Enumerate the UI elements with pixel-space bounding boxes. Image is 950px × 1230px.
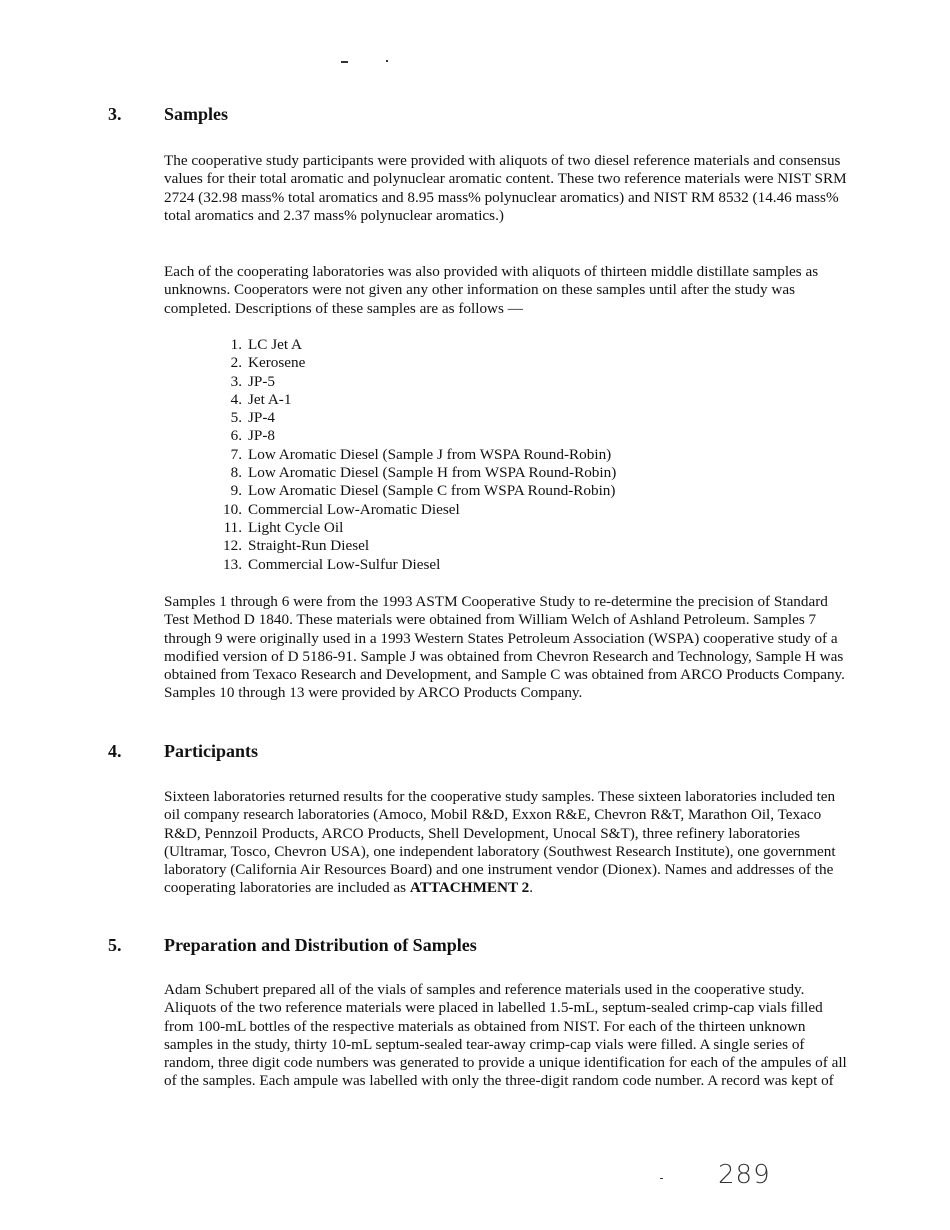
paragraph-preparation: Adam Schubert prepared all of the vials of samples and reference materials used in the cooperative study. Aliquots of the two reference materials were placed in labelled 1.5-mL, septum-sealed crimp-cap vials filled from 100-mL bottles of the respective materials as obtained from NIST. For each of the thirteen unknown samples in the study, thirty 10-mL septum-sealed tear-away crimp-cap vials were filled. A single series of random, three digit code numbers was generated to provide a unique identification for each of the ampules of all of the samples. Each ampule was labelled with only the three-digit random code number. A record was kept of — [164, 981, 847, 1090]
section-number: 5. — [108, 935, 122, 955]
paragraph-sample-sources: Samples 1 through 6 were from the 1993 ASTM Cooperative Study to re-determine the precision of Standard Test Method D 1840. These materials were obtained from William Welch of Ashland Petroleum. Samples 7 through 9 were originally used in a 1993 Western States Petroleum Association (WSPA) cooperative study of a modified version of D 5186-91. Sample J was obtained from Chevron Research and Technology, Sample H was obtained from Texaco Research and Development, and Sample C was obtained from ARCO Products Company. Samples 10 through 13 were provided by ARCO Products Company. — [164, 593, 845, 702]
paragraph-unknown-samples: Each of the cooperating laboratories was also provided with aliquots of thirteen middle distillate samples as unknowns. Cooperators were not given any other information on these samples until after the study was completed. Descriptions of these samples are as follows — — [164, 263, 819, 317]
scan-speck — [386, 60, 388, 62]
section-title: Participants — [164, 741, 258, 761]
scan-speck — [341, 61, 348, 63]
section-title: Samples — [164, 104, 229, 124]
scan-speck — [660, 1178, 663, 1179]
section-number: 4. — [108, 741, 122, 761]
attachment-reference: ATTACHMENT 2 — [409, 879, 530, 897]
section-title: Preparation and Distribution of Samples — [164, 935, 477, 955]
page-number: 289 — [718, 1160, 771, 1190]
section-number: 3. — [108, 104, 122, 124]
paragraph-reference-materials: The cooperative study participants were provided with aliquots of two diesel reference materials and consensus values for their total aromatic and polynuclear aromatic content. These two reference materials were NIST SRM 2724 (32.98 mass% total aromatics and 8.95 mass% polynuclear aromatics) and NIST RM 8532 (14.46 mass% total aromatics and 2.37 mass% polynuclear aromatics.) — [164, 152, 847, 224]
paragraph-participants: Sixteen laboratories returned results for the cooperative study samples. These sixteen laboratories included ten oil company research laboratories (Amoco, Mobil R&D, Exxon R&E, Chevron R&T, Marathon Oil, Texaco R&D, Pennzoil Products, ARCO Products, Shell Development, Unocal S&T), three refinery laboratories (Ultramar, Tosco, Chevron USA), one independent laboratory (Southwest Research Institute), one government laboratory (California Air Resources Board) and one instrument vendor (Dionex). Names and addresses of the cooperating laboratories are included as ATTACHMENT 2. — [164, 788, 836, 897]
